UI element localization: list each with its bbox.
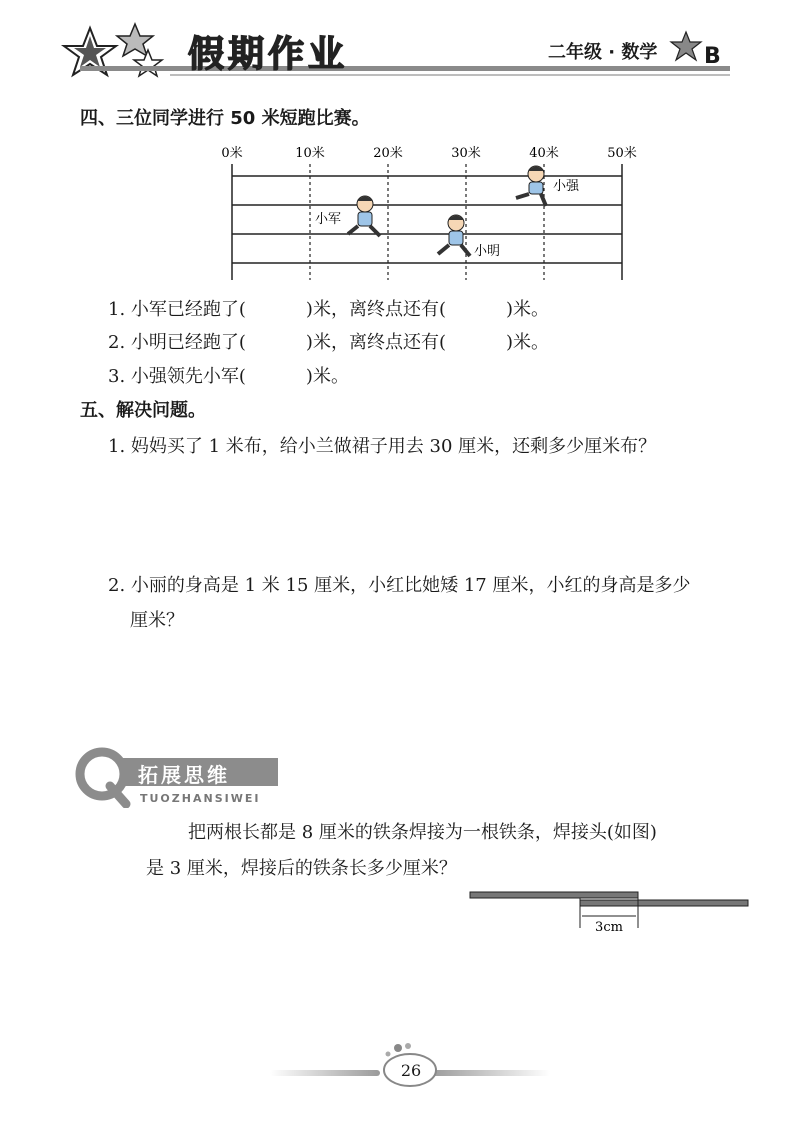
track-tick-label: 20米 — [373, 146, 403, 161]
question-5-1: 1. 妈妈买了 1 米布，给小兰做裙子用去 30 厘米，还剩多少厘米布？ — [108, 436, 657, 457]
question-text: )米。 — [505, 299, 549, 320]
runner-label-xiaojun: 小军 — [315, 212, 342, 227]
question-text: )米，离终点还有( — [305, 332, 446, 353]
question-4-1 — [108, 297, 549, 323]
welding-diagram — [466, 888, 756, 938]
extension-subtitle: TUOZHANSIWEI — [140, 792, 261, 805]
track-tick-label: 0米 — [221, 146, 243, 161]
header-bar — [80, 66, 730, 71]
question-text: 1. 小军已经跑了( — [108, 299, 246, 320]
question-5-2-line2: 厘米？ — [130, 610, 184, 631]
weld-length-label: 3cm — [595, 920, 623, 935]
runner-xiaoming-figure — [438, 215, 470, 256]
runner-xiaojun-figure — [348, 196, 380, 236]
question-5-2-line1: 2. 小丽的身高是 1 米 15 厘米，小红比她矮 17 厘米，小红的身高是多少 — [108, 575, 691, 596]
header-small-star-icon — [668, 30, 708, 66]
header-edition: B — [704, 44, 721, 69]
question-text: )米，离终点还有( — [305, 299, 446, 320]
question-text: )米。 — [305, 366, 349, 387]
header-title: 假期作业 — [188, 34, 349, 75]
footer-line-right — [430, 1070, 550, 1076]
question-4-2 — [108, 330, 549, 356]
section4-heading: 四、三位同学进行 50 米短跑比赛。 — [80, 108, 370, 129]
question-text: 3. 小强领先小军( — [108, 366, 246, 387]
question-text: 2. 小明已经跑了( — [108, 332, 246, 353]
footer-line-left — [270, 1070, 380, 1076]
question-text: )米。 — [505, 332, 549, 353]
runner-label-xiaoqiang: 小强 — [553, 179, 580, 194]
page-number: 26 — [400, 1061, 422, 1080]
track-tick-label: 40米 — [529, 146, 559, 161]
extension-title: 拓展思维 — [138, 763, 230, 787]
runner-label-xiaoming: 小明 — [474, 244, 501, 259]
track-tick-label: 30米 — [451, 146, 481, 161]
track-tick-label: 50米 — [607, 146, 637, 161]
header-grade-subject: 二年级 · 数学 — [548, 42, 658, 63]
section5-heading: 五、解决问题。 — [80, 400, 206, 421]
extension-text-line2: 是 3 厘米，焊接后的铁条长多少厘米？ — [146, 858, 457, 879]
track-tick-label: 10米 — [295, 146, 325, 161]
header-star-logo — [60, 20, 180, 90]
question-4-3 — [108, 364, 349, 390]
runner-xiaoqiang-figure — [516, 166, 546, 206]
race-track-diagram — [220, 140, 640, 285]
extension-text-line1: 把两根长都是 8 厘米的铁条焊接为一根铁条，焊接头(如图) — [188, 822, 657, 843]
